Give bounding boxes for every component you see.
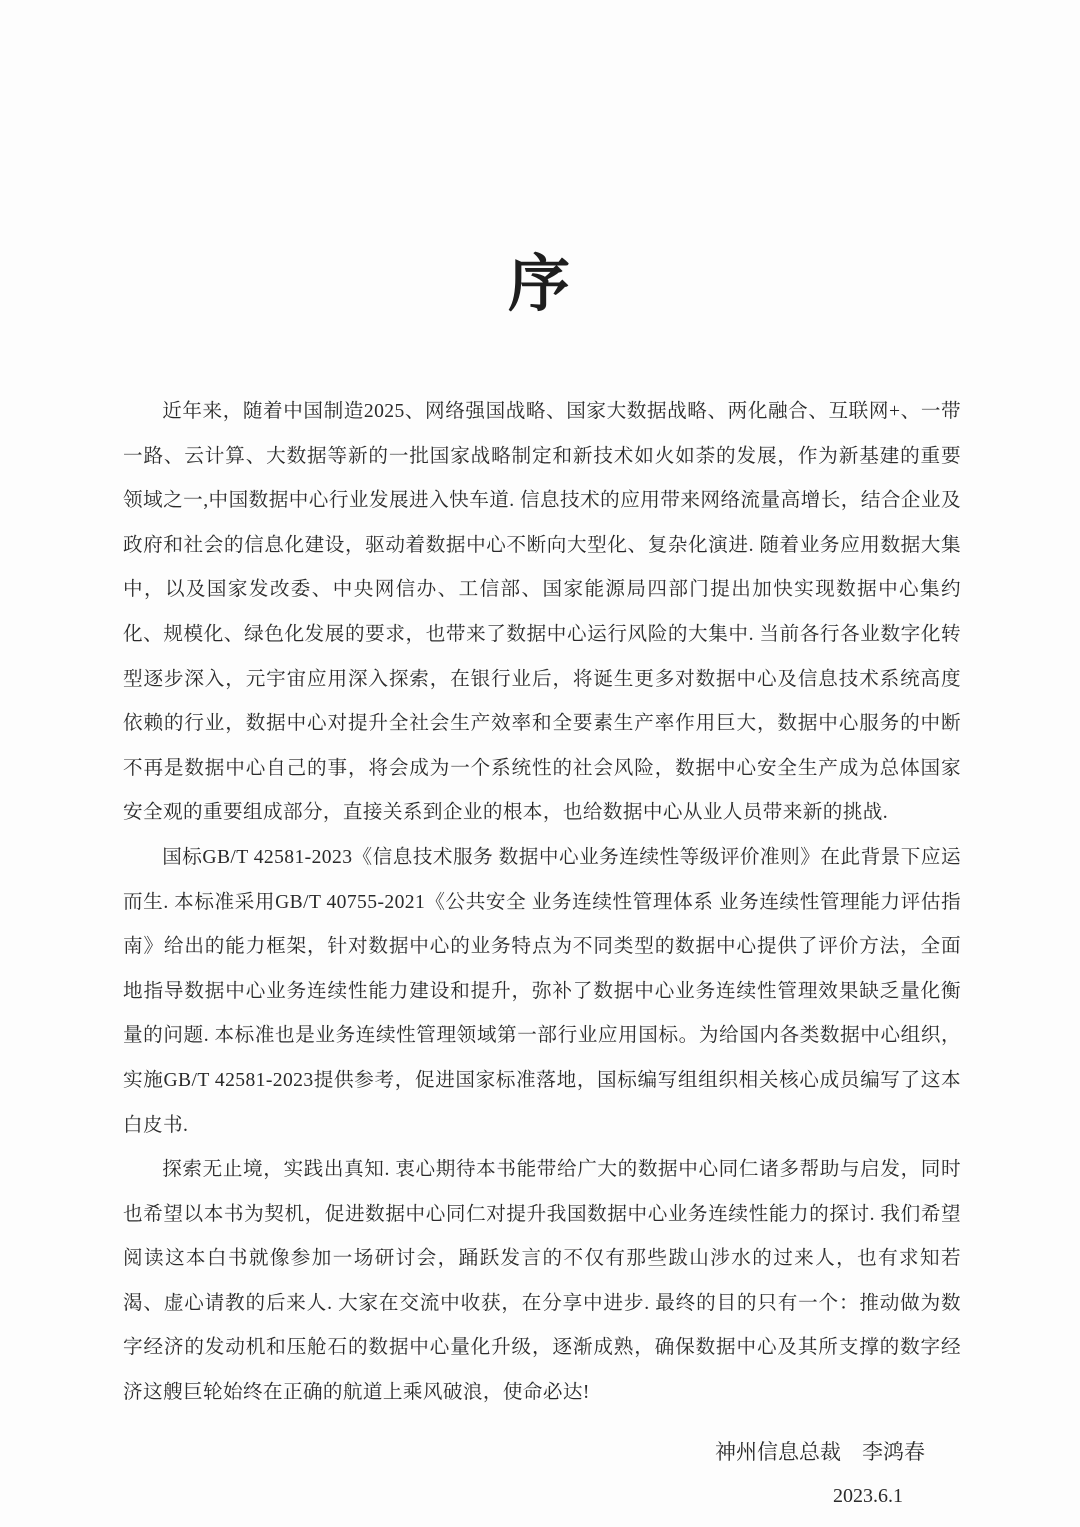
- paragraph-2: 国标GB/T 42581-2023《信息技术服务 数据中心业务连续性等级评价准则》在此背景下应运而生. 本标准采用GB/T 40755-2021《公共安全 业务连续性管理体系 业务连续性管理能力评估指南》给出的能力框架，针对数据中心的业务特点为不同类型的数据中心提供了评价方法，全面地指导数据中心业务连续性能力建设和提升，弥补了数据中心业务连续性管理效果缺乏量化衡量的问题. 本标准也是业务连续性管理领域第一部行业应用国标。为给国内各类数据中心组织，实施GB/T 42581-2023提供参考，促进国家标准落地，国标编写组组织相关核心成员编写了这本白皮书.: [123, 846, 961, 1136]
- signature-date: 2023.6.1: [833, 1485, 903, 1508]
- paragraph-1: 近年来，随着中国制造2025、网络强国战略、国家大数据战略、两化融合、互联网+、一带一路、云计算、大数据等新的一批国家战略制定和新技术如火如荼的发展，作为新基建的重要领域之一,中国数据中心行业发展进入快车道. 信息技术的应用带来网络流量高增长，结合企业及政府和社会的信息化建设，驱动着数据中心不断向大型化、复杂化演进. 随着业务应用数据大集中，以及国家发改委、中央网信办、工信部、国家能源局四部门提出加快实现数据中心集约化、规模化、绿色化发展的要求，也带来了数据中心运行风险的大集中. 当前各行各业数字化转型逐步深入，元宇宙应用深入探索，在银行业后，将诞生更多对数据中心及信息技术系统高度依赖的行业，数据中心对提升全社会生产效率和全要素生产率作用巨大，数据中心服务的中断不再是数据中心自己的事，将会成为一个系统性的社会风险，数据中心安全生产成为总体国家安全观的重要组成部分，直接关系到企业的根本，也给数据中心从业人员带来新的挑战.: [123, 401, 961, 824]
- signature-line: 神州信息总裁 李鸿春: [715, 1439, 925, 1464]
- preface-body: [123, 390, 961, 1519]
- paragraph-3: 探索无止境，实践出真知. 衷心期待本书能带给广大的数据中心同仁诸多帮助与启发，同时也希望以本书为契机，促进数据中心同仁对提升我国数据中心业务连续性能力的探讨. 我们希望阅读这本白书就像参加一场研讨会，踊跃发言的不仅有那些跋山涉水的过来人，也有求知若渴、虚心请教的后来人. 大家在交流中收获，在分享中进步. 最终的目的只有一个：推动做为数字经济的发动机和压舱石的数据中心量化升级，逐渐成熟，确保数据中心及其所支撑的数字经济这艘巨轮始终在正确的航道上乘风破浪，使命必达!: [123, 1159, 961, 1404]
- page-title: 序: [507, 251, 572, 319]
